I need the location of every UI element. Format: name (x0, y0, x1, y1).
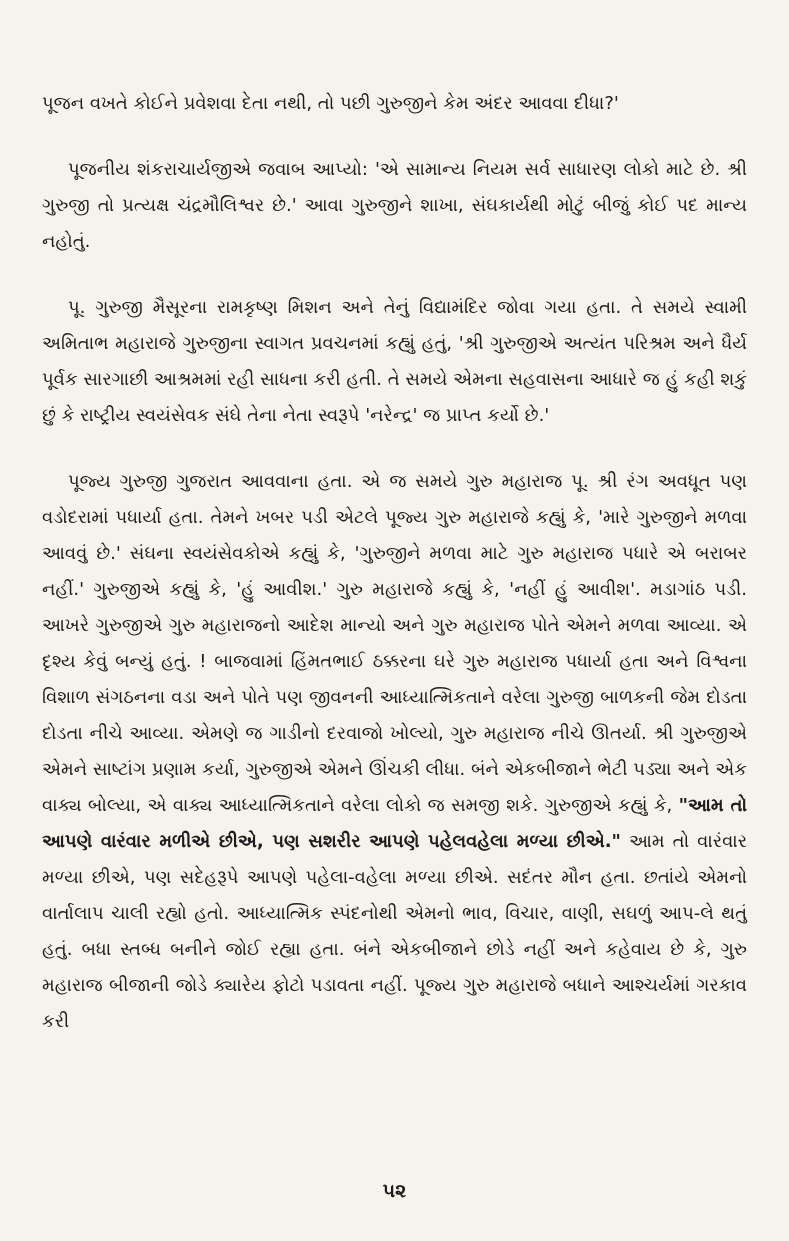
paragraph-2: પૂજનીય શંકરાચાર્યજીએ જવાબ આપ્યો: 'એ સામાન્ય નિયમ સર્વ સાધારણ લોકો માટે છે. શ્રી ગુરુજી તો પ્રત્યક્ષ ચંદ્રમૌલિશ્વર છે.' આવા ગુરુજીને શાખા, સંઘકાર્યથી મોટું બીજું કોઈ પદ માન્ય નહોતું. (42, 159, 747, 252)
paragraph-4-text-after: આમ તો વારંવાર મળ્યા છીએ, પણ સદેહરૂપે આપણે પહેલા-વહેલા મળ્યા છીએ. સદંતર મૌન હતા. છતાંયે એમનો વાર્તાલાપ ચાલી રહ્યો હતો. આધ્યાત્મિક સ્પંદનોથી એમનો ભાવ, વિચાર, વાણી, સઘળું આપ-લે થતું હતું. બધા સ્તબ્ધ બનીને જોઈ રહ્યા હતા. બંને એકબીજાને છોડે નહીં અને કહેવાય છે કે, ગુરુ મહારાજ બીજાની જોડે ક્યારેય ફોટો પડાવતા નહીં. પૂજ્ય ગુરુ મહારાજે બધાને આશ્ચર્યમાં ગરકાવ કરી (42, 831, 748, 1032)
paragraph-4 (42, 464, 747, 1040)
paragraph-1: પૂજન વખતે કોઈને પ્રવેશવા દેતા નથી, તો પછી ગુરુજીને કેમ અંદર આવવા દીધા?' (42, 93, 619, 114)
paragraph-4-bold-quote: "આમ તો આપણે વારંવાર મળીએ છીએ, પણ સશરીર આપણે પહેલવહેલા મળ્યા છીએ." (42, 795, 747, 852)
paragraph-3: પૂ. ગુરુજી મૈસૂરના રામકૃષ્ણ મિશન અને તેનું વિદ્યામંદિર જોવા ગયા હતા. તે સમયે સ્વામી અમિતાભ મહારાજે ગુરુજીના સ્વાગત પ્રવચનમાં કહ્યું હતું, 'શ્રી ગુરુજીએ અત્યંત પરિશ્રમ અને ધૈર્ય પૂર્વક સારગાછી આશ્રમમાં રહી સાધના કરી હતી. તે સમયે એમના સહવાસના આધારે જ હું કહી શકું છું કે રાષ્ટ્રીય સ્વયંસેવક સંઘે તેના નેતા સ્વરૂપે 'નરેન્દ્ર' જ પ્રાપ્ત કર્યો છે.' (42, 297, 747, 426)
paragraph-4-text-before: પૂજ્ય ગુરુજી ગુજરાત આવવાના હતા. એ જ સમયે ગુરુ મહારાજ પૂ. શ્રી રંગ અવધૂત પણ વડોદરામાં પધાર્યા હતા. તેમને ખબર પડી એટલે પૂજ્ય ગુરુ મહારાજે કહ્યું કે, 'મારે ગુરુજીને મળવા આવવું છે.' સંઘના સ્વયંસેવકોએ કહ્યું કે, 'ગુરુજીને મળવા માટે ગુરુ મહારાજ પધારે એ બરાબર નહીં.' ગુરુજીએ કહ્યું કે, 'હું આવીશ.' ગુરુ મહારાજે કહ્યું કે, 'નહીં હું આવીશ'. મડાગાંઠ પડી. આખરે ગુરુજીએ ગુરુ મહારાજનો આદેશ માન્યો અને ગુરુ મહારાજ પોતે એમને મળવા આવ્યા. એ દૃશ્ય કેવું બન્યું હતું. ! બાજવામાં હિંમતભાઈ ઠક્કરના ઘરે ગુરુ મહારાજ પધાર્યા હતા અને વિશ્વના વિશાળ સંગઠનના વડા અને પોતે પણ જીવનની આધ્યાત્મિકતાને વરેલા ગુરુજી બાળકની જેમ દોડતા દોડતા નીચે આવ્યા. એમણે જ ગાડીનો દરવાજો ખોલ્યો, ગુરુ મહારાજ નીચે ઊતર્યા. શ્રી ગુરુજીએ એમને સાષ્ટાંગ પ્રણામ કર્યા, ગુરુજીએ એમને ઊંચકી લીધા. બંને એકબીજાને ભેટી પડ્યા અને એક વાક્ય બોલ્યા, એ વાક્ય આધ્યાત્મિકતાને વરેલા લોકો જ સમજી શકે. ગુરુજીએ કહ્યું કે, (42, 471, 747, 816)
page-number: ૫૨ (382, 1180, 407, 1202)
